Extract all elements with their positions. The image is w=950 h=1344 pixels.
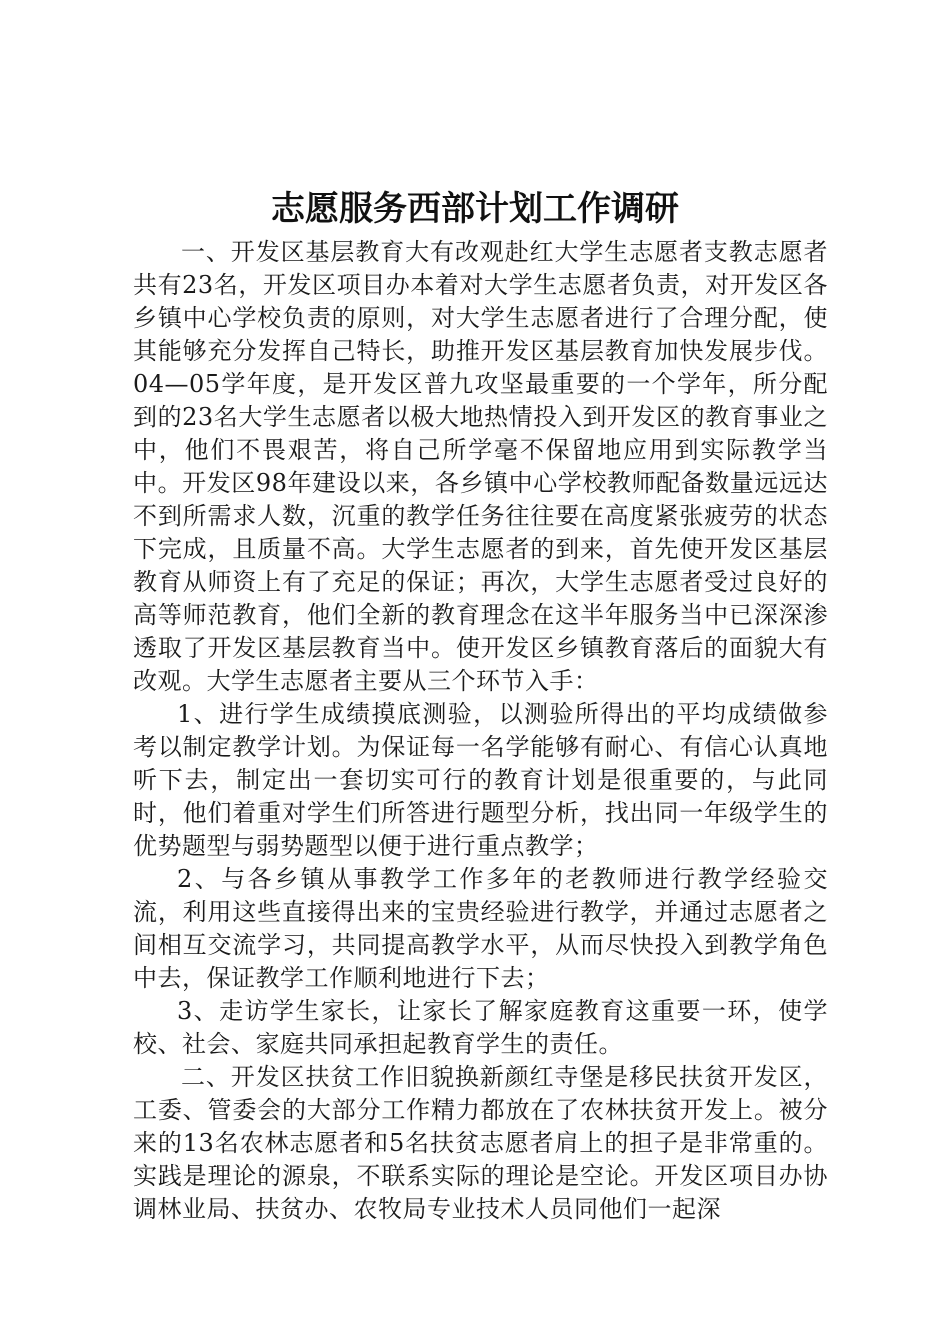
document-title: 志愿服务西部计划工作调研: [271, 189, 679, 229]
document-body: [133, 236, 828, 1226]
paragraph-section-two: 二、开发区扶贫工作旧貌换新颜红寺堡是移民扶贫开发区，工委、管委会的大部分工作精力都放在了农林扶贫开发上。被分来的13名农林志愿者和5名扶贫志愿者肩上的担子是非常重的。实践是理论的源泉，不联系实际的理论是空论。开发区项目办协调林业局、扶贫办、农牧局专业技术人员同他们一起深: [133, 1063, 828, 1223]
paragraph-item-three: 3、走访学生家长，让家长了解家庭教育这重要一环，使学校、社会、家庭共同承担起教育学生的责任。: [133, 997, 828, 1058]
paragraph-item-one: 1、进行学生成绩摸底测验，以测验所得出的平均成绩做参考以制定教学计划。为保证每一名学能够有耐心、有信心认真地听下去，制定出一套切实可行的教育计划是很重要的，与此同时，他们着重对学生们所答进行题型分析，找出同一年级学生的优势题型与弱势题型以便于进行重点教学；: [133, 700, 828, 860]
paragraph-item-two: 2、与各乡镇从事教学工作多年的老教师进行教学经验交流，利用这些直接得出来的宝贵经验进行教学，并通过志愿者之间相互交流学习，共同提高教学水平，从而尽快投入到教学角色中去，保证教学工作顺利地进行下去；: [133, 865, 828, 992]
paragraph-section-one: 一、开发区基层教育大有改观赴红大学生志愿者支教志愿者共有23名，开发区项目办本着对大学生志愿者负责，对开发区各乡镇中心学校负责的原则，对大学生志愿者进行了合理分配，使其能够充分发挥自己特长，助推开发区基层教育加快发展步伐。04—05学年度，是开发区普九攻坚最重要的一个学年，所分配到的23名大学生志愿者以极大地热情投入到开发区的教育事业之中，他们不畏艰苦，将自己所学毫不保留地应用到实际教学当中。开发区98年建设以来，各乡镇中心学校教师配备数量远远达不到所需求人数，沉重的教学任务往往要在高度紧张疲劳的状态下完成，且质量不高。大学生志愿者的到来，首先使开发区基层教育从师资上有了充足的保证；再次，大学生志愿者受过良好的高等师范教育，他们全新的教育理念在这半年服务当中已深深渗透取了开发区基层教育当中。使开发区乡镇教育落后的面貌大有改观。大学生志愿者主要从三个环节入手：: [133, 238, 828, 695]
